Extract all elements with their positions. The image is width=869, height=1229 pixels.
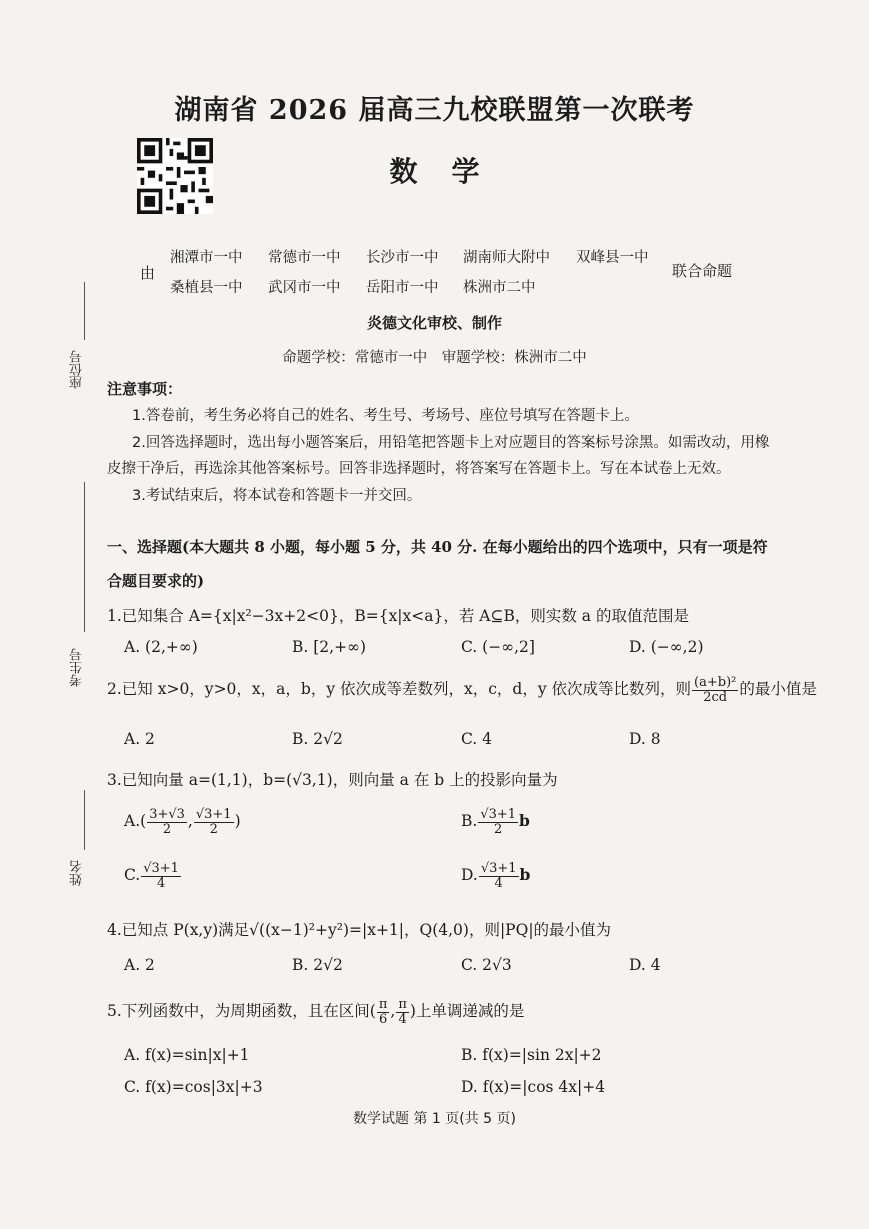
q5-option-a: A. f(x)=sin|x|+1	[124, 1046, 250, 1064]
school-yueyang: 岳阳市一中	[366, 280, 439, 296]
q3-option-c	[124, 862, 182, 890]
q3-c-num: √3+1	[143, 861, 179, 876]
q1-stem: 1.已知集合 A={x|x²−3x+2<0}，B={x|x<a}，若 A⊆B，则实数 a 的取值范围是	[107, 607, 689, 625]
q3-option-b	[461, 808, 530, 836]
notice-line-2: 2.回答选择题时，选出每小题答案后，用铅笔把答题卡上对应题目的答案标号涂黑。如需改动，用橡	[132, 435, 770, 451]
q3-stem: 3.已知向量 a=(1,1)，b=(√3,1)，则向量 a 在 b 上的投影向量为	[107, 771, 558, 789]
page-footer: 数学试题 第 1 页(共 5 页)	[353, 1111, 516, 1127]
notice-line-4: 3.考试结束后，将本试卷和答题卡一并交回。	[132, 488, 422, 504]
section-heading: 一、选择题(本大题共 8 小题，每小题 5 分，共 40 分. 在每小题给出的四个选项中，只有一项是符	[107, 538, 768, 556]
q3-a-d1: 2	[162, 821, 172, 837]
school-changsha: 长沙市一中	[366, 250, 439, 266]
q3-option-d	[461, 862, 530, 890]
school-shuangfeng: 双峰县一中	[576, 250, 649, 266]
name-label: 姓名	[70, 860, 85, 886]
q5-frac-1	[377, 998, 390, 1026]
q2-stem-b: 的最小值是	[739, 680, 817, 699]
by-label: 由	[140, 264, 156, 282]
q2-option-c: C. 4	[461, 730, 493, 748]
q1-option-a: A. (2,+∞)	[124, 638, 198, 656]
q2-option-b: B. 2√2	[292, 730, 343, 748]
q5-f1-den: 6	[378, 1011, 388, 1027]
q1-option-b: B. [2,+∞)	[292, 638, 367, 656]
q5-stem-a: 5.下列函数中，为周期函数，且在区间(	[107, 1002, 376, 1021]
q4-option-d: D. 4	[629, 956, 661, 974]
school-sangzhi: 桑植县一中	[170, 280, 243, 296]
q2-stem	[107, 676, 817, 704]
q2-frac-num: (a+b)²	[694, 675, 737, 690]
q1-option-c: C. (−∞,2]	[461, 638, 535, 656]
q3-b-den: 2	[494, 821, 503, 837]
q3-b-vector: b	[519, 811, 530, 831]
q1-option-d: D. (−∞,2)	[629, 638, 704, 656]
margin-line-seat	[84, 282, 85, 340]
school-changde: 常德市一中	[268, 250, 341, 266]
notice-title: 注意事项：	[107, 380, 183, 398]
section-heading-cont: 合题目要求的)	[107, 572, 205, 590]
q4-option-a: A. 2	[124, 956, 155, 974]
q5-option-b: B. f(x)=|sin 2x|+2	[461, 1046, 602, 1064]
q4-option-c: C. 2√3	[461, 956, 512, 974]
producer-line: 炎德文化审校、制作	[366, 314, 502, 332]
q3-option-d-label: D.	[461, 866, 478, 885]
q3-d-frac	[479, 862, 519, 890]
exam-title: 湖南省 2026 届高三九校联盟第一次联考	[174, 95, 695, 126]
margin-line-name	[84, 790, 85, 850]
q3-a-frac-2	[194, 808, 234, 836]
q3-a-d2: 2	[209, 821, 218, 837]
q5-option-d: D. f(x)=|cos 4x|+4	[461, 1078, 606, 1096]
subject-title: 数学	[389, 155, 514, 188]
q2-fraction	[692, 676, 738, 704]
q3-d-vector: b	[519, 865, 531, 885]
union-label: 联合命题	[672, 262, 733, 280]
q4-stem: 4.已知点 P(x,y)满足√((x−1)²+y²)=|x+1|，Q(4,0)，则|PQ|的最小值为	[107, 921, 612, 939]
q2-frac-den: 2cd	[703, 689, 728, 705]
q3-option-a: A.( $\frac{3+√3}{2}$ , $\frac{√3+1}{2}$ )	[124, 807, 241, 837]
school-xiangtan: 湘潭市一中	[170, 250, 243, 266]
q3-a-n1: 3+√3	[149, 807, 185, 822]
q4-option-b: B. 2√2	[292, 956, 343, 974]
seat-label: 座位号	[70, 350, 85, 389]
q5-frac-2	[396, 998, 409, 1026]
q3-b-num: √3+1	[480, 807, 517, 822]
school-hunan-normal: 湖南师大附中	[463, 250, 550, 266]
q3-d-num: √3+1	[480, 861, 517, 876]
notice-line-1: 1.答卷前，考生务必将自己的姓名、考生号、考场号、座位号填写在答题卡上。	[132, 408, 639, 424]
q2-option-a: A. 2	[124, 730, 155, 748]
q3-d-den: 4	[494, 875, 503, 891]
q5-f2-den: 4	[398, 1011, 407, 1027]
q3-c-den: 4	[156, 875, 166, 891]
q3-option-b-label: B.	[461, 812, 478, 831]
q3-b-frac	[478, 808, 518, 836]
q5-option-c: C. f(x)=cos|3x|+3	[124, 1078, 263, 1096]
q3-a-n2: √3+1	[195, 807, 232, 822]
q2-option-d: D. 8	[629, 730, 661, 748]
q5-stem: 5.下列函数中，为周期函数，且在区间( $\frac{\pi}{6}$ , $\frac{\pi}{4}$ )上单调递减的是	[107, 997, 525, 1027]
q5-f1-num: π	[378, 997, 388, 1012]
school-zhuzhou: 株洲市二中	[463, 280, 536, 296]
q5-f2-num: π	[398, 997, 407, 1012]
q5-stem-b: )上单调递减的是	[409, 1002, 525, 1021]
exam-no-label: 考生号	[70, 648, 85, 687]
setter-line: 命题学校：常德市一中 审题学校：株洲市二中	[282, 350, 587, 366]
q2-stem-a: 2.已知 x>0，y>0，x，a，b，y 依次成等差数列，x，c，d，y 依次成等比数列，则	[107, 680, 692, 699]
q3-c-frac	[141, 862, 181, 890]
q3-a-frac-1	[147, 808, 187, 836]
margin-line-exam	[84, 482, 85, 632]
q3-option-a-label: A.	[124, 812, 141, 831]
q3-option-c-label: C.	[124, 866, 141, 885]
notice-line-3: 皮擦干净后，再选涂其他答案标号。回答非选择题时，将答案写在答题卡上。写在本试卷上无效。	[107, 461, 731, 477]
school-wugang: 武冈市一中	[268, 280, 341, 296]
